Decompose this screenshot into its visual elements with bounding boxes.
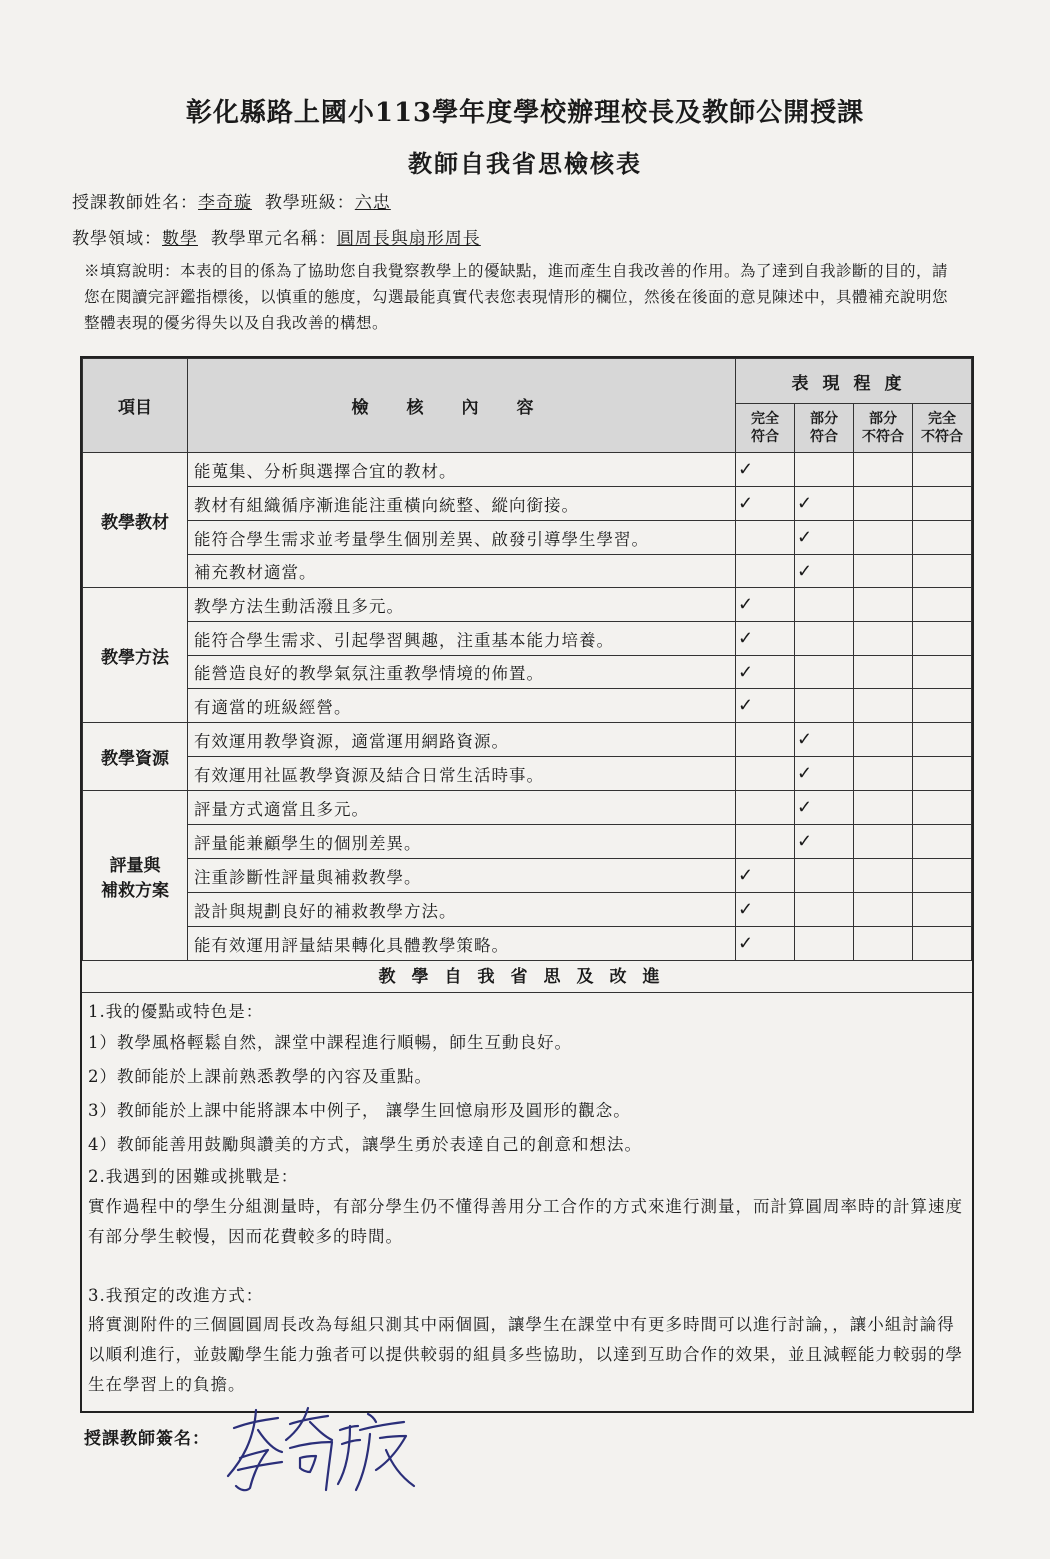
category-cell: 教學教材 (83, 453, 188, 588)
table-row (83, 588, 972, 622)
table-row (83, 723, 972, 757)
check-mark-icon: ✓ (738, 493, 754, 514)
table-row (83, 453, 972, 487)
level-cell-4[interactable] (913, 622, 972, 656)
strength-item: 4）教師能善用鼓勵與讚美的方式，讓學生勇於表達自己的創意和想法。 (88, 1135, 642, 1154)
check-mark-icon: ✓ (738, 628, 754, 649)
level-cell-4[interactable] (913, 893, 972, 927)
level-cell-1[interactable] (736, 453, 795, 487)
level-cell-3[interactable] (854, 791, 913, 825)
check-mark-icon: ✓ (797, 527, 813, 548)
level-cell-1[interactable] (736, 893, 795, 927)
check-mark-icon: ✓ (797, 560, 813, 582)
challenges-heading: 2.我遇到的困難或挑戰是： (88, 1167, 299, 1186)
category-cell: 評量與 補救方案 (83, 791, 188, 961)
level-cell-1[interactable] (736, 555, 795, 588)
teacher-name: 李奇璇 (198, 193, 252, 213)
level-cell-4[interactable] (913, 825, 972, 859)
header-level-2: 部分 符合 (795, 404, 854, 453)
level-cell-4[interactable] (913, 487, 972, 521)
table-row (83, 622, 972, 656)
criterion-text: 能蒐集、分析與選擇合宜的教材。 (188, 453, 736, 487)
teacher-info-line (72, 188, 391, 213)
table-row (83, 757, 972, 791)
table-row (83, 487, 972, 521)
level-cell-1[interactable] (736, 825, 795, 859)
level-cell-2[interactable] (795, 555, 854, 588)
criterion-text: 教材有組織循序漸進能注重橫向統整、縱向銜接。 (188, 487, 736, 521)
strength-item: 3）教師能於上課中能將課本中例子， 讓學生回憶扇形及圓形的觀念。 (88, 1101, 631, 1120)
header-level-1: 完全 符合 (736, 404, 795, 453)
challenges-text: 實作過程中的學生分組測量時，有部分學生仍不懂得善用分工合作的方式來進行測量，而計算圓周率時的計算速度有部分學生較慢，因而花費較多的時間。 (88, 1197, 963, 1246)
check-mark-icon: ✓ (797, 797, 813, 818)
table-row (83, 859, 972, 893)
criterion-text: 補充教材適當。 (188, 555, 736, 588)
check-mark-icon: ✓ (797, 763, 813, 784)
level-cell-3[interactable] (854, 521, 913, 555)
domain-label: 教學領域： (72, 229, 162, 249)
check-mark-icon: ✓ (738, 865, 754, 886)
handwritten-signature (220, 1400, 420, 1500)
level-cell-1[interactable] (736, 656, 795, 689)
level-cell-4[interactable] (913, 689, 972, 723)
level-cell-2[interactable] (795, 453, 854, 487)
level-cell-3[interactable] (854, 689, 913, 723)
level-cell-2[interactable] (795, 893, 854, 927)
level-cell-3[interactable] (854, 859, 913, 893)
level-cell-4[interactable] (913, 723, 972, 757)
table-row (83, 893, 972, 927)
criterion-text: 能營造良好的教學氣氛注重教學情境的佈置。 (188, 656, 736, 689)
table-row (83, 689, 972, 723)
unit-label: 教學單元名稱： (210, 229, 337, 249)
header-content: 檢核內容 (188, 359, 736, 453)
level-cell-3[interactable] (854, 487, 913, 521)
criterion-text: 能有效運用評量結果轉化具體教學策略。 (188, 927, 736, 961)
criterion-text: 教學方法生動活潑且多元。 (188, 588, 736, 622)
domain-info-line (72, 224, 481, 249)
criterion-text: 評量能兼顧學生的個別差異。 (188, 825, 736, 859)
level-cell-4[interactable] (913, 859, 972, 893)
improvements-heading: 3.我預定的改進方式： (88, 1286, 264, 1305)
class-label: 教學班級： (264, 193, 355, 213)
header-level: 表現程度 (736, 359, 972, 404)
table-row (83, 927, 972, 961)
check-mark-icon: ✓ (738, 899, 754, 920)
criterion-text: 能符合學生需求並考量學生個別差異、啟發引導學生學習。 (188, 521, 736, 555)
strengths-heading: 1.我的優點或特色是： (88, 1002, 264, 1021)
check-mark-icon: ✓ (797, 831, 813, 852)
level-cell-3[interactable] (854, 893, 913, 927)
level-cell-3[interactable] (854, 927, 913, 961)
check-mark-icon: ✓ (738, 695, 754, 716)
teacher-label: 授課教師姓名： (72, 193, 198, 213)
header-level-3: 部分 不符合 (854, 404, 913, 453)
header-item: 項目 (83, 359, 188, 453)
level-cell-2[interactable] (795, 487, 854, 521)
table-row (83, 825, 972, 859)
check-mark-icon: ✓ (797, 729, 813, 750)
level-cell-2[interactable] (795, 927, 854, 961)
level-cell-3[interactable] (854, 825, 913, 859)
criterion-text: 有適當的班級經營。 (188, 689, 736, 723)
instructions: ※填寫說明：本表的目的係為了協助您自我覺察教學上的優缺點，進而產生自我改善的作用。為了達到自我診斷的目的，請您在閱讀完評鑑指標後，以慎重的態度，勾選最能真實代表您表現情形的欄位，然後在後面的意見陳述中，具體補充說明您整體表現的優劣得失以及自我改善的構想。 (84, 262, 949, 332)
table-row (83, 521, 972, 555)
level-cell-4[interactable] (913, 656, 972, 689)
level-cell-2[interactable] (795, 825, 854, 859)
criterion-text: 注重診斷性評量與補救教學。 (188, 859, 736, 893)
level-cell-4[interactable] (913, 521, 972, 555)
level-cell-4[interactable] (913, 588, 972, 622)
level-cell-1[interactable] (736, 487, 795, 521)
check-mark-icon: ✓ (738, 594, 754, 615)
level-cell-2[interactable] (795, 521, 854, 555)
level-cell-3[interactable] (854, 555, 913, 588)
level-cell-1[interactable] (736, 927, 795, 961)
level-cell-4[interactable] (913, 927, 972, 961)
category-cell: 教學方法 (83, 588, 188, 723)
improvements-text: 將實測附件的三個圓圓周長改為每組只測其中兩個圓，讓學生在課堂中有更多時間可以進行討論，，讓小組討論得以順利進行，並鼓勵學生能力強者可以提供較弱的組員多些協助，以達到互助合作的效果，並且減輕能力較弱的學生在學習上的負擔。 (88, 1315, 963, 1394)
level-cell-2[interactable] (795, 791, 854, 825)
criterion-text: 有效運用教學資源，適當運用網路資源。 (188, 723, 736, 757)
level-cell-3[interactable] (854, 622, 913, 656)
criterion-text: 有效運用社區教學資源及結合日常生活時事。 (188, 757, 736, 791)
reflection-divider (82, 992, 972, 993)
level-cell-1[interactable] (736, 521, 795, 555)
category-cell: 教學資源 (83, 723, 188, 791)
table-row (83, 555, 972, 588)
checklist-table (82, 358, 972, 961)
table-header-row (83, 359, 972, 404)
criterion-text: 設計與規劃良好的補救教學方法。 (188, 893, 736, 927)
strength-item: 1）教學風格輕鬆自然，課堂中課程進行順暢，師生互動良好。 (88, 1033, 572, 1052)
level-cell-4[interactable] (913, 791, 972, 825)
criterion-text: 評量方式適當且多元。 (188, 791, 736, 825)
check-mark-icon: ✓ (738, 459, 754, 480)
level-cell-1[interactable] (736, 622, 795, 656)
level-cell-3[interactable] (854, 757, 913, 791)
check-mark-icon: ✓ (738, 933, 754, 954)
level-cell-1[interactable] (736, 689, 795, 723)
reflection-body (88, 998, 972, 1400)
level-cell-4[interactable] (913, 757, 972, 791)
level-cell-3[interactable] (854, 588, 913, 622)
check-mark-icon: ✓ (738, 661, 754, 683)
document-title: 彰化縣路上國小113學年度學校辦理校長及教師公開授課 (185, 98, 865, 128)
document-subtitle: 教師自我省思檢核表 (408, 149, 642, 178)
level-cell-2[interactable] (795, 689, 854, 723)
level-cell-1[interactable] (736, 588, 795, 622)
strength-item: 2）教師能於上課前熟悉教學的內容及重點。 (88, 1067, 432, 1086)
level-cell-2[interactable] (795, 588, 854, 622)
table-row (83, 791, 972, 825)
criterion-text: 能符合學生需求、引起學習興趣，注重基本能力培養。 (188, 622, 736, 656)
class-name: 六忠 (354, 193, 391, 213)
level-cell-1[interactable] (736, 859, 795, 893)
signature-label: 授課教師簽名： (84, 1429, 210, 1449)
level-cell-3[interactable] (854, 453, 913, 487)
unit-value: 圓周長與扇形周長 (336, 229, 481, 249)
level-cell-4[interactable] (913, 453, 972, 487)
level-cell-2[interactable] (795, 656, 854, 689)
level-cell-2[interactable] (795, 859, 854, 893)
level-cell-1[interactable] (736, 757, 795, 791)
header-level-4: 完全 不符合 (913, 404, 972, 453)
level-cell-4[interactable] (913, 555, 972, 588)
table-row (83, 656, 972, 689)
domain-value: 數學 (162, 229, 198, 249)
level-cell-3[interactable] (854, 723, 913, 757)
check-mark-icon: ✓ (797, 493, 813, 514)
level-cell-2[interactable] (795, 622, 854, 656)
strengths-list (88, 1026, 972, 1162)
level-cell-3[interactable] (854, 656, 913, 689)
level-cell-1[interactable] (736, 791, 795, 825)
level-cell-2[interactable] (795, 723, 854, 757)
level-cell-2[interactable] (795, 757, 854, 791)
reflection-title: 教學自我省思及改進 (378, 967, 676, 987)
level-cell-1[interactable] (736, 723, 795, 757)
